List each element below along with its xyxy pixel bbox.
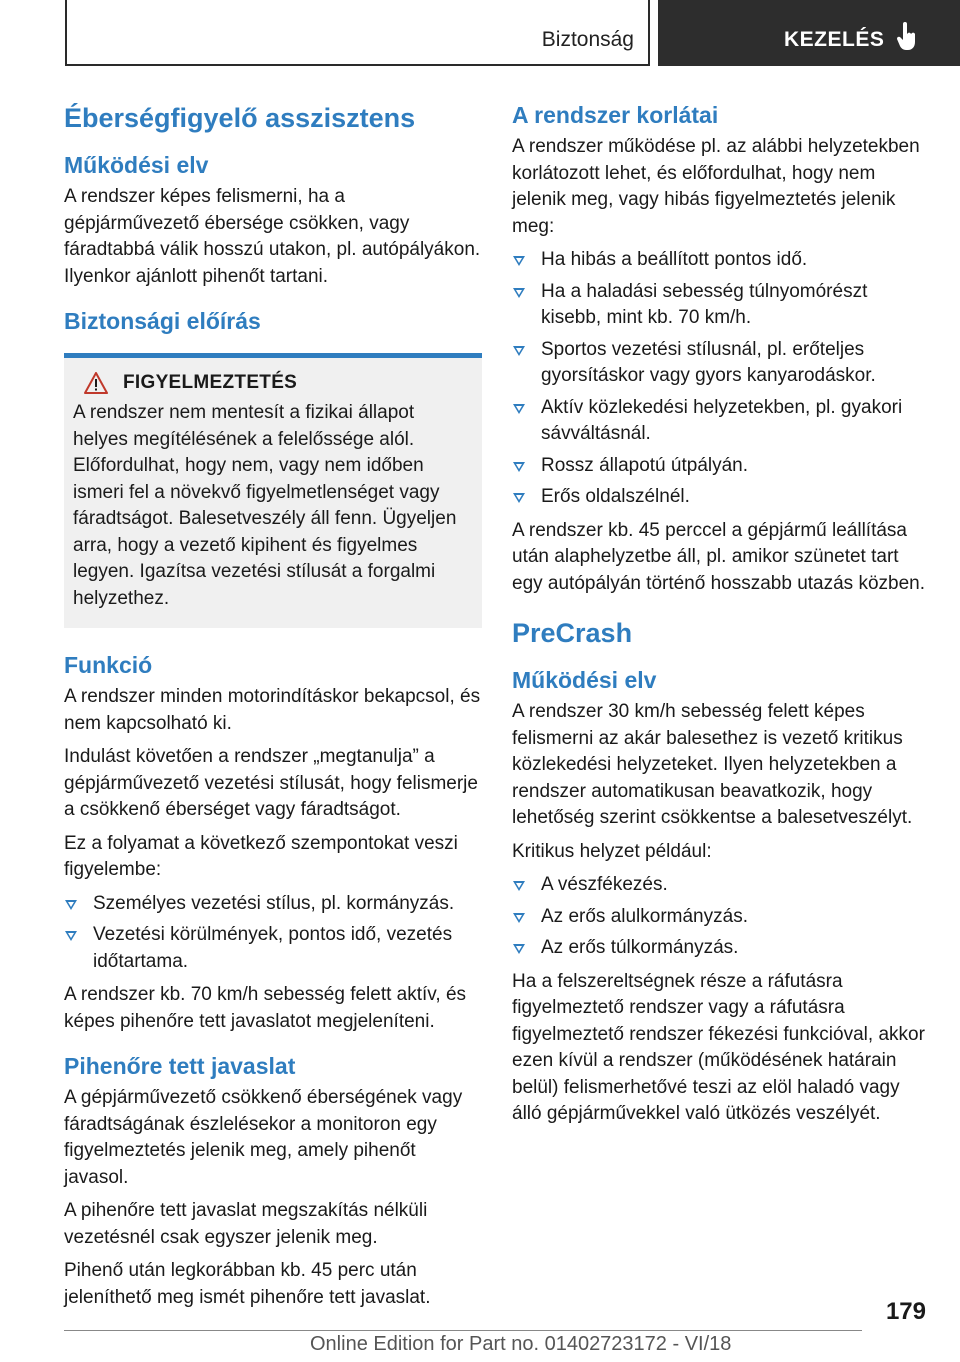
paragraph-precrash-2: Kritikus helyzet például:	[512, 840, 712, 862]
list-item: Rossz állapotú útpályán.	[512, 453, 926, 480]
left-column	[64, 100, 482, 1318]
list-item: Aktív közlekedési helyzetekben, pl. gyakori sávváltásnál.	[512, 395, 926, 448]
heading-principle-precrash: Működési elv	[512, 667, 657, 693]
precrash-list	[512, 872, 926, 962]
bullet-triangle-icon	[513, 944, 525, 954]
bullet-triangle-icon	[65, 931, 77, 941]
hand-pointer-icon	[896, 22, 918, 52]
heading-function: Funkció	[64, 652, 153, 678]
section-title-attention-assistant: Éberségfigyelő asszisztens	[64, 103, 416, 133]
paragraph-precrash-3: Ha a felszereltségnek része a ráfutásra figyelmeztető rendszer vagy a ráfutásra figyelmeztető rendszer fékezési funkcióval, akkor ezen kívül a rendszer (működésének határain belül) felismerhetővé teszi az elöl haladó vagy álló gépjárművekkel való ütközés veszélyét.	[512, 970, 925, 1124]
paragraph-function-4: A rendszer kb. 70 km/h sebesség felett aktív, és képes pihenőre tett javaslatot megjeleníteni.	[64, 984, 467, 1032]
paragraph-function-1: A rendszer minden motorindításkor bekapcsol, és nem kapcsolható ki.	[64, 686, 481, 734]
bullet-triangle-icon	[513, 913, 525, 923]
bullet-triangle-icon	[513, 346, 525, 356]
heading-safety: Biztonsági előírás	[64, 308, 261, 334]
heading-principle: Működési elv	[64, 152, 209, 178]
footer-edition: Online Edition for Part no. 01402723172 - VI/18	[310, 1333, 732, 1355]
list-item: Ha a haladási sebesség túlnyomórészt kisebb, mint kb. 70 km/h.	[512, 279, 926, 332]
page-number: 179	[885, 1298, 926, 1325]
right-column	[512, 100, 926, 1135]
list-item: Az erős túlkormányzás.	[512, 935, 926, 962]
bullet-triangle-icon	[513, 256, 525, 266]
function-list	[64, 891, 482, 976]
list-item: Vezetési körülmények, pontos idő, vezetés időtartama.	[64, 922, 482, 975]
bullet-triangle-icon	[513, 404, 525, 414]
limits-list	[512, 247, 926, 511]
warning-box	[64, 353, 482, 628]
list-item: Erős oldalszélnél.	[512, 484, 926, 511]
list-item: Az erős alulkormányzás.	[512, 904, 926, 931]
bullet-triangle-icon	[513, 493, 525, 503]
paragraph-precrash-1: A rendszer 30 km/h sebesség felett képes felismerni az akár balesethez is vezető kritikus közlekedési helyzeteket. Ilyen helyzetekben a rendszer automatikusan beavatkozik, hogy lehetőség szerint csökkentse a balesetveszélyt.	[512, 701, 913, 828]
warning-title: FIGYELMEZTETÉS	[123, 372, 298, 393]
heading-rest-suggestion: Pihenőre tett javaslat	[64, 1053, 296, 1079]
section-title-precrash: PreCrash	[512, 618, 633, 648]
warning-text: A rendszer nem mentesít a fizikai állapot helyes megítélésének a felelőssége alól. Előfordulhat, hogy nem, vagy nem időben ismeri fel a növekvő figyelmetlenséget vagy fáradtságot. Balesetveszély áll fenn. Ügyeljen arra, hogy a vezető kipihent és figyelmes legyen. Igazítsa vezetési stílusát a forgalmi helyzethez.	[73, 402, 457, 609]
list-item: A vészfékezés.	[512, 872, 926, 899]
paragraph-rest-1: A gépjárművezető csökkenő éberségének vagy fáradtságának észlelésekor a monitoron egy figyelmeztetés jelenik meg, amely pihenőt javasol.	[64, 1087, 463, 1188]
list-item: Ha hibás a beállított pontos idő.	[512, 247, 926, 274]
warning-header	[73, 372, 473, 394]
header-chapter-tab	[658, 0, 960, 66]
bullet-triangle-icon	[513, 881, 525, 891]
paragraph-principle: A rendszer képes felismerni, ha a gépjárművezető ébersége csökken, vagy fáradtabbá válik hosszú utakon, pl. autópályákon. Ilyenkor ajánlott pihenőt tartani.	[64, 186, 481, 287]
warning-triangle-icon	[84, 372, 108, 394]
list-item: Sportos vezetési stílusnál, pl. erőteljes gyorsításkor vagy gyors kanyarodáskor.	[512, 337, 926, 390]
paragraph-limits-1: A rendszer működése pl. az alábbi helyzetekben korlátozott lehet, és előfordulhat, hogy nem jelenik meg, vagy hibás figyelmeztetés jelenik meg:	[512, 136, 920, 237]
header-section-title: Biztonság	[541, 28, 634, 51]
header-section-box	[65, 0, 650, 66]
heading-limits: A rendszer korlátai	[512, 102, 719, 128]
bullet-triangle-icon	[513, 288, 525, 298]
paragraph-function-3: Ez a folyamat a következő szempontokat veszi figyelembe:	[64, 832, 458, 880]
bullet-triangle-icon	[65, 900, 77, 910]
bullet-triangle-icon	[513, 462, 525, 472]
footer-divider	[64, 1330, 862, 1331]
paragraph-rest-3: Pihenő után legkorábban kb. 45 perc után jeleníthető meg ismét pihenőre tett javaslat.	[64, 1260, 431, 1308]
paragraph-function-2: Indulást követően a rendszer „megtanulja” a gépjárművezető vezetési stílusát, hogy felismerje a csökkenő éberséget vagy fáradtságot.	[64, 746, 478, 820]
paragraph-limits-2: A rendszer kb. 45 perccel a gépjármű leállítása után alaphelyzetbe áll, pl. amikor szünetet tart egy autópályán történő hosszabb utazás közben.	[512, 519, 926, 594]
paragraph-rest-2: A pihenőre tett javaslat megszakítás nélküli vezetésnél csak egyszer jelenik meg.	[64, 1200, 428, 1248]
header-chapter-title: KEZELÉS	[784, 28, 885, 51]
list-item: Személyes vezetési stílus, pl. kormányzás.	[64, 891, 482, 918]
